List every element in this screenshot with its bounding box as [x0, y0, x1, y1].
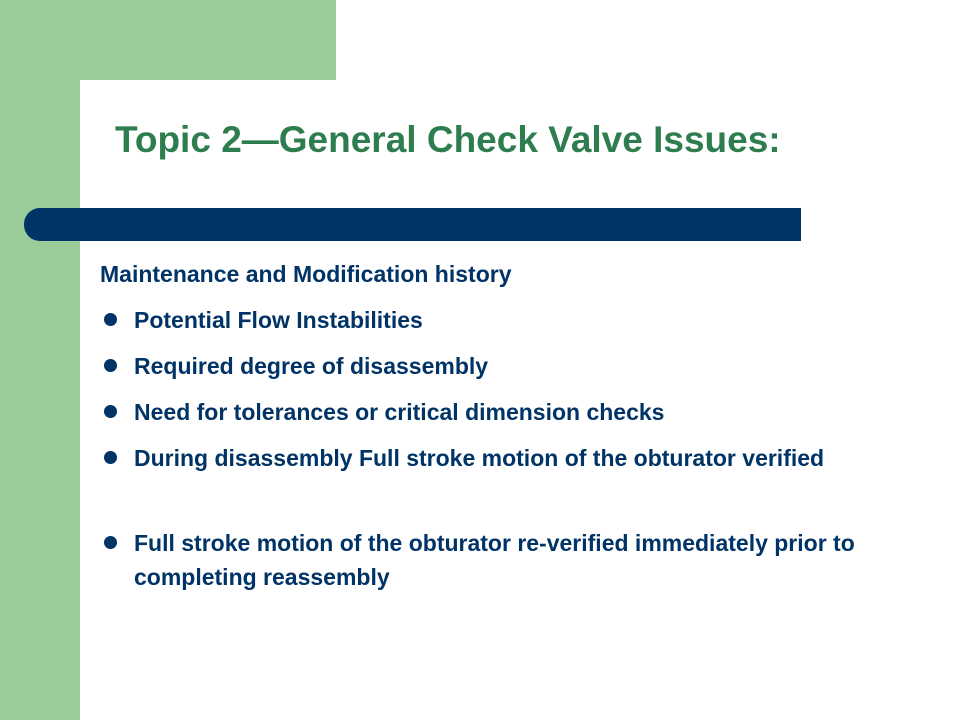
- bullet-dot-icon: [104, 359, 117, 372]
- bullet-dot-icon: [104, 405, 117, 418]
- bullet-text: During disassembly Full stroke motion of the obturator verified: [134, 445, 825, 471]
- title-accent-bar: [24, 208, 801, 241]
- left-green-strip: [0, 0, 80, 720]
- bullet-dot-icon: [104, 451, 117, 464]
- bullet-text: Need for tolerances or critical dimension checks: [134, 399, 665, 425]
- bullet-dot-icon: [104, 313, 117, 326]
- bullet-dot-icon: [104, 536, 117, 549]
- section-heading: Maintenance and Modification history: [100, 261, 512, 287]
- top-green-block: [80, 0, 336, 80]
- bullet-text: Required degree of disassembly: [134, 353, 489, 379]
- bullet-text: Full stroke motion of the obturator re-verified immediately prior to completing reassembly: [134, 530, 855, 590]
- slide-title: Topic 2—General Check Valve Issues:: [115, 119, 781, 160]
- bullet-text: Potential Flow Instabilities: [134, 307, 423, 333]
